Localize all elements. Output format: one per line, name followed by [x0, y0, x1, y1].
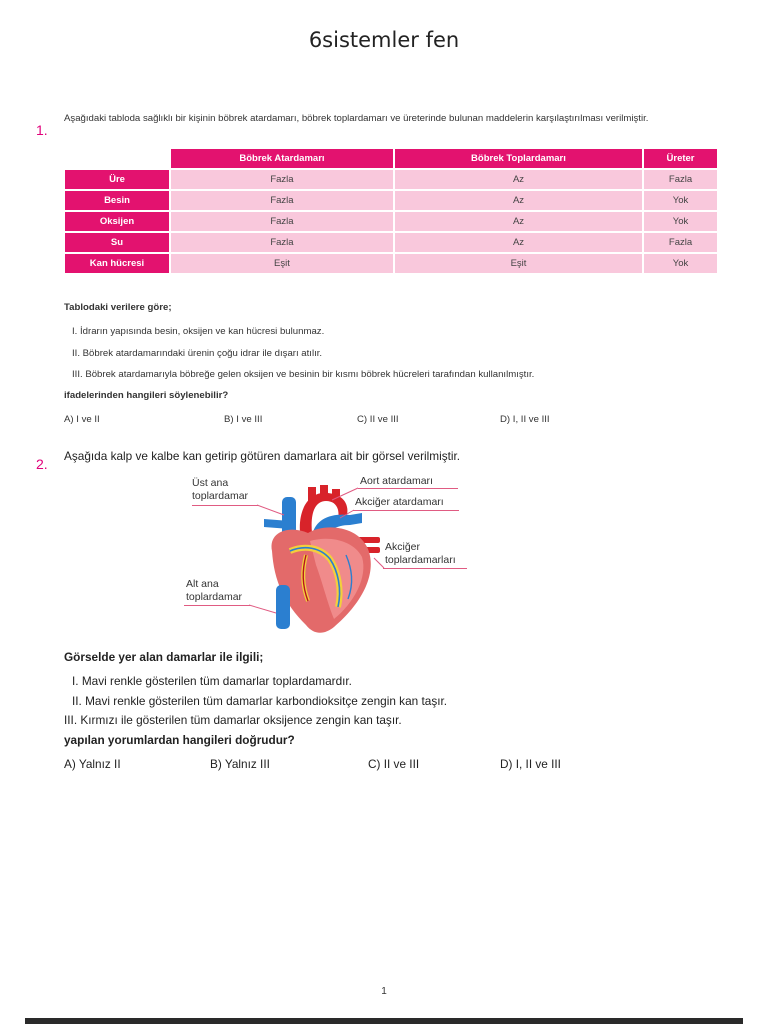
- question-2-option-a[interactable]: A) Yalnız II: [64, 757, 121, 771]
- label-line-2: toplardamar: [192, 490, 249, 502]
- question-1-option-d[interactable]: D) I, II ve III: [500, 414, 550, 425]
- question-1-option-b[interactable]: B) I ve III: [224, 414, 263, 425]
- table-cell: Fazla: [644, 170, 717, 189]
- question-1-statement-2: II. Böbrek atardamarındaki ürenin çoğu idrar ile dışarı atılır.: [72, 348, 323, 359]
- table-cell: Yok: [644, 212, 717, 231]
- label-akciger-toplardamarlari: [385, 541, 456, 567]
- question-2-statement-3: III. Kırmızı ile gösterilen tüm damarlar oksijence zengin kan taşır.: [64, 713, 402, 727]
- table-corner: [65, 149, 169, 168]
- table-cell: Yok: [644, 191, 717, 210]
- page-number: 1: [381, 986, 387, 997]
- table-cell: Az: [395, 233, 642, 252]
- leader-line: [353, 510, 459, 511]
- question-1-statement-1: I. İdrarın yapısında besin, oksijen ve kan hücresi bulunmaz.: [72, 326, 325, 337]
- aorta-branch: [308, 487, 316, 501]
- table-cell: Az: [395, 191, 642, 210]
- leader-connector: [372, 556, 386, 570]
- label-ust-ana-toplardamar: [192, 477, 248, 503]
- label-line-2: toplardamar: [186, 591, 243, 603]
- page-title: 6sistemler fen: [308, 28, 460, 52]
- column-header: Böbrek Atardamarı: [171, 149, 393, 168]
- row-header: Üre: [65, 170, 169, 189]
- leader-connector: [248, 603, 278, 615]
- table-cell: Az: [395, 212, 642, 231]
- label-line-1: Alt ana: [186, 578, 219, 590]
- table-cell: Fazla: [644, 233, 717, 252]
- question-1-statement-3: III. Böbrek atardamarıyla böbreğe gelen oksijen ve besinin bir kısmı böbrek hücreleri tarafından kullanılmıştır.: [72, 369, 535, 380]
- question-1-number: 1.: [36, 122, 48, 138]
- question-2-number: 2.: [36, 456, 48, 472]
- label-line-1: Akciğer: [385, 541, 421, 553]
- question-2-option-b[interactable]: B) Yalnız III: [210, 757, 270, 771]
- leader-line: [383, 568, 467, 569]
- question-2-question: yapılan yorumlardan hangileri doğrudur?: [64, 733, 295, 747]
- table-row: [65, 233, 717, 252]
- label-line-1: Üst ana: [192, 477, 229, 489]
- label-aort-atardamari: Aort atardamarı: [360, 475, 433, 487]
- question-2-statement-2: II. Mavi renkle gösterilen tüm damarlar karbondioksitçe zengin kan taşır.: [72, 694, 448, 708]
- question-1-lead: Tablodaki verilere göre;: [64, 302, 172, 313]
- table-cell: Eşit: [171, 254, 393, 273]
- question-1-question: ifadelerinden hangileri söylenebilir?: [64, 390, 229, 401]
- table-cell: Fazla: [171, 191, 393, 210]
- inferior-vena-cava: [276, 585, 290, 629]
- question-2-statement-1: I. Mavi renkle gösterilen tüm damarlar toplardamardır.: [72, 674, 352, 688]
- question-1-intro: Aşağıdaki tabloda sağlıklı bir kişinin böbrek atardamarı, böbrek toplardamarı ve üreterinde bulunan maddelerin karşılaştırılması verilmiştir.: [64, 113, 649, 124]
- leader-line: [184, 605, 250, 606]
- kidney-comparison-table: [63, 147, 719, 275]
- column-header: Üreter: [644, 149, 717, 168]
- table-cell: Az: [395, 170, 642, 189]
- table-row: [65, 191, 717, 210]
- table-cell: Fazla: [171, 170, 393, 189]
- leader-line: [358, 488, 458, 489]
- leader-connector: [338, 508, 356, 520]
- label-alt-ana-toplardamar: [186, 578, 242, 604]
- aorta-branch: [320, 485, 328, 497]
- question-2-option-c[interactable]: C) II ve III: [368, 757, 420, 771]
- table-cell: Eşit: [395, 254, 642, 273]
- row-header: Oksijen: [65, 212, 169, 231]
- table-cell: Yok: [644, 254, 717, 273]
- question-2-option-d[interactable]: D) I, II ve III: [500, 757, 561, 771]
- row-header: Besin: [65, 191, 169, 210]
- question-2-intro: Aşağıda kalp ve kalbe kan getirip götüren damarlara ait bir görsel verilmiştir.: [64, 449, 461, 463]
- leader-line: [192, 505, 258, 506]
- footer-bar: [25, 1018, 743, 1024]
- row-header: Su: [65, 233, 169, 252]
- column-header: Böbrek Toplardamarı: [395, 149, 642, 168]
- question-1-option-a[interactable]: A) I ve II: [64, 414, 100, 425]
- question-1-option-c[interactable]: C) II ve III: [357, 414, 399, 425]
- label-akciger-atardamari: Akciğer atardamarı: [355, 496, 444, 508]
- label-line-2: toplardamarları: [385, 554, 456, 566]
- leader-connector: [256, 503, 286, 517]
- table-cell: Fazla: [171, 212, 393, 231]
- table-row: [65, 212, 717, 231]
- table-cell: Fazla: [171, 233, 393, 252]
- row-header: Kan hücresi: [65, 254, 169, 273]
- question-2-lead: Görselde yer alan damarlar ile ilgili;: [64, 650, 264, 664]
- table-header-row: [65, 149, 717, 168]
- table-row: [65, 170, 717, 189]
- table-row: [65, 254, 717, 273]
